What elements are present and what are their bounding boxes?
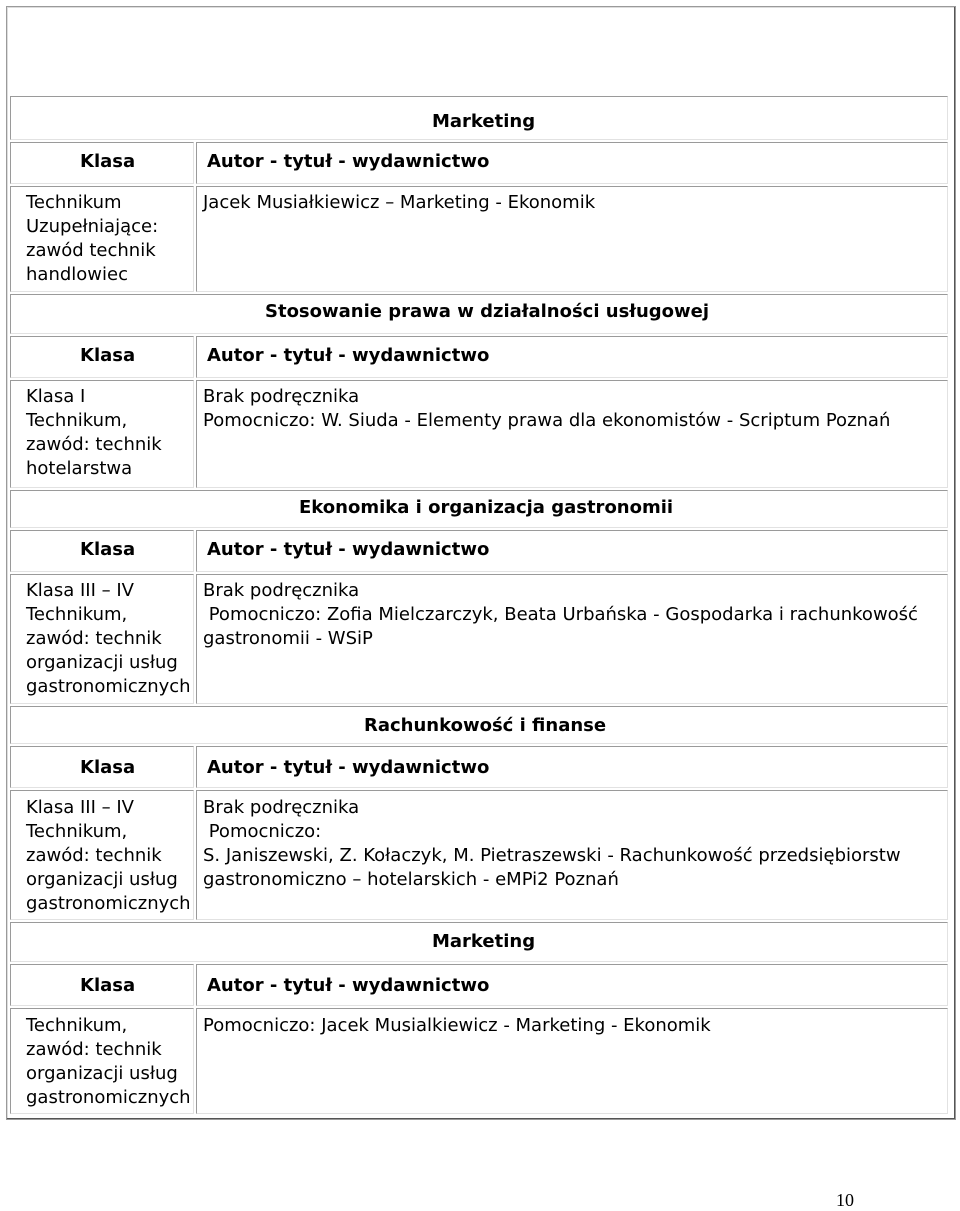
author-header: Autor - tytuł - wydawnictwo xyxy=(207,539,490,560)
author-header: Autor - tytuł - wydawnictwo xyxy=(207,757,490,778)
section-title: Ekonomika i organizacja gastronomii xyxy=(299,497,674,518)
section-title: Rachunkowość i finanse xyxy=(364,715,607,736)
klasa-header: Klasa xyxy=(80,345,136,366)
book-text: Brak podręcznika Pomocniczo: S. Janiszewski, Z. Kołaczyk, M. Pietraszewski - Rachunkowość przedsiębiorstw gastronomiczno – hotelarskich - eMPi2 Poznań xyxy=(203,797,901,890)
page-number: 10 xyxy=(836,1190,854,1210)
klasa-text: Technikum Uzupełniające: zawód technik handlowiec xyxy=(26,192,159,285)
klasa-header: Klasa xyxy=(80,151,136,172)
section-title: Stosowanie prawa w działalności usługowej xyxy=(265,301,710,322)
klasa-header: Klasa xyxy=(80,975,136,996)
author-header: Autor - tytuł - wydawnictwo xyxy=(207,345,490,366)
klasa-header: Klasa xyxy=(80,539,136,560)
book-text: Jacek Musiałkiewicz – Marketing - Ekonomik xyxy=(203,192,596,213)
book-text: Brak podręcznika Pomocniczo: W. Siuda - Elementy prawa dla ekonomistów - Scriptum Poznań xyxy=(203,386,891,431)
author-header: Autor - tytuł - wydawnictwo xyxy=(207,151,490,172)
klasa-text: Klasa I Technikum, zawód: technik hotelarstwa xyxy=(26,386,162,479)
klasa-text: Klasa III – IV Technikum, zawód: technik organizacji usług gastronomicznych xyxy=(26,580,191,697)
klasa-text: Technikum, zawód: technik organizacji usług gastronomicznych xyxy=(26,1015,191,1108)
section-title: Marketing xyxy=(432,931,536,952)
book-text: Pomocniczo: Jacek Musialkiewicz - Marketing - Ekonomik xyxy=(203,1015,711,1036)
author-header: Autor - tytuł - wydawnictwo xyxy=(207,975,490,996)
section-title: Marketing xyxy=(432,111,536,132)
klasa-text: Klasa III – IV Technikum, zawód: technik organizacji usług gastronomicznych xyxy=(26,797,191,914)
klasa-header: Klasa xyxy=(80,757,136,778)
book-text: Brak podręcznika Pomocniczo: Zofia Mielczarczyk, Beata Urbańska - Gospodarka i rachunkowość gastronomii - WSiP xyxy=(203,580,918,649)
